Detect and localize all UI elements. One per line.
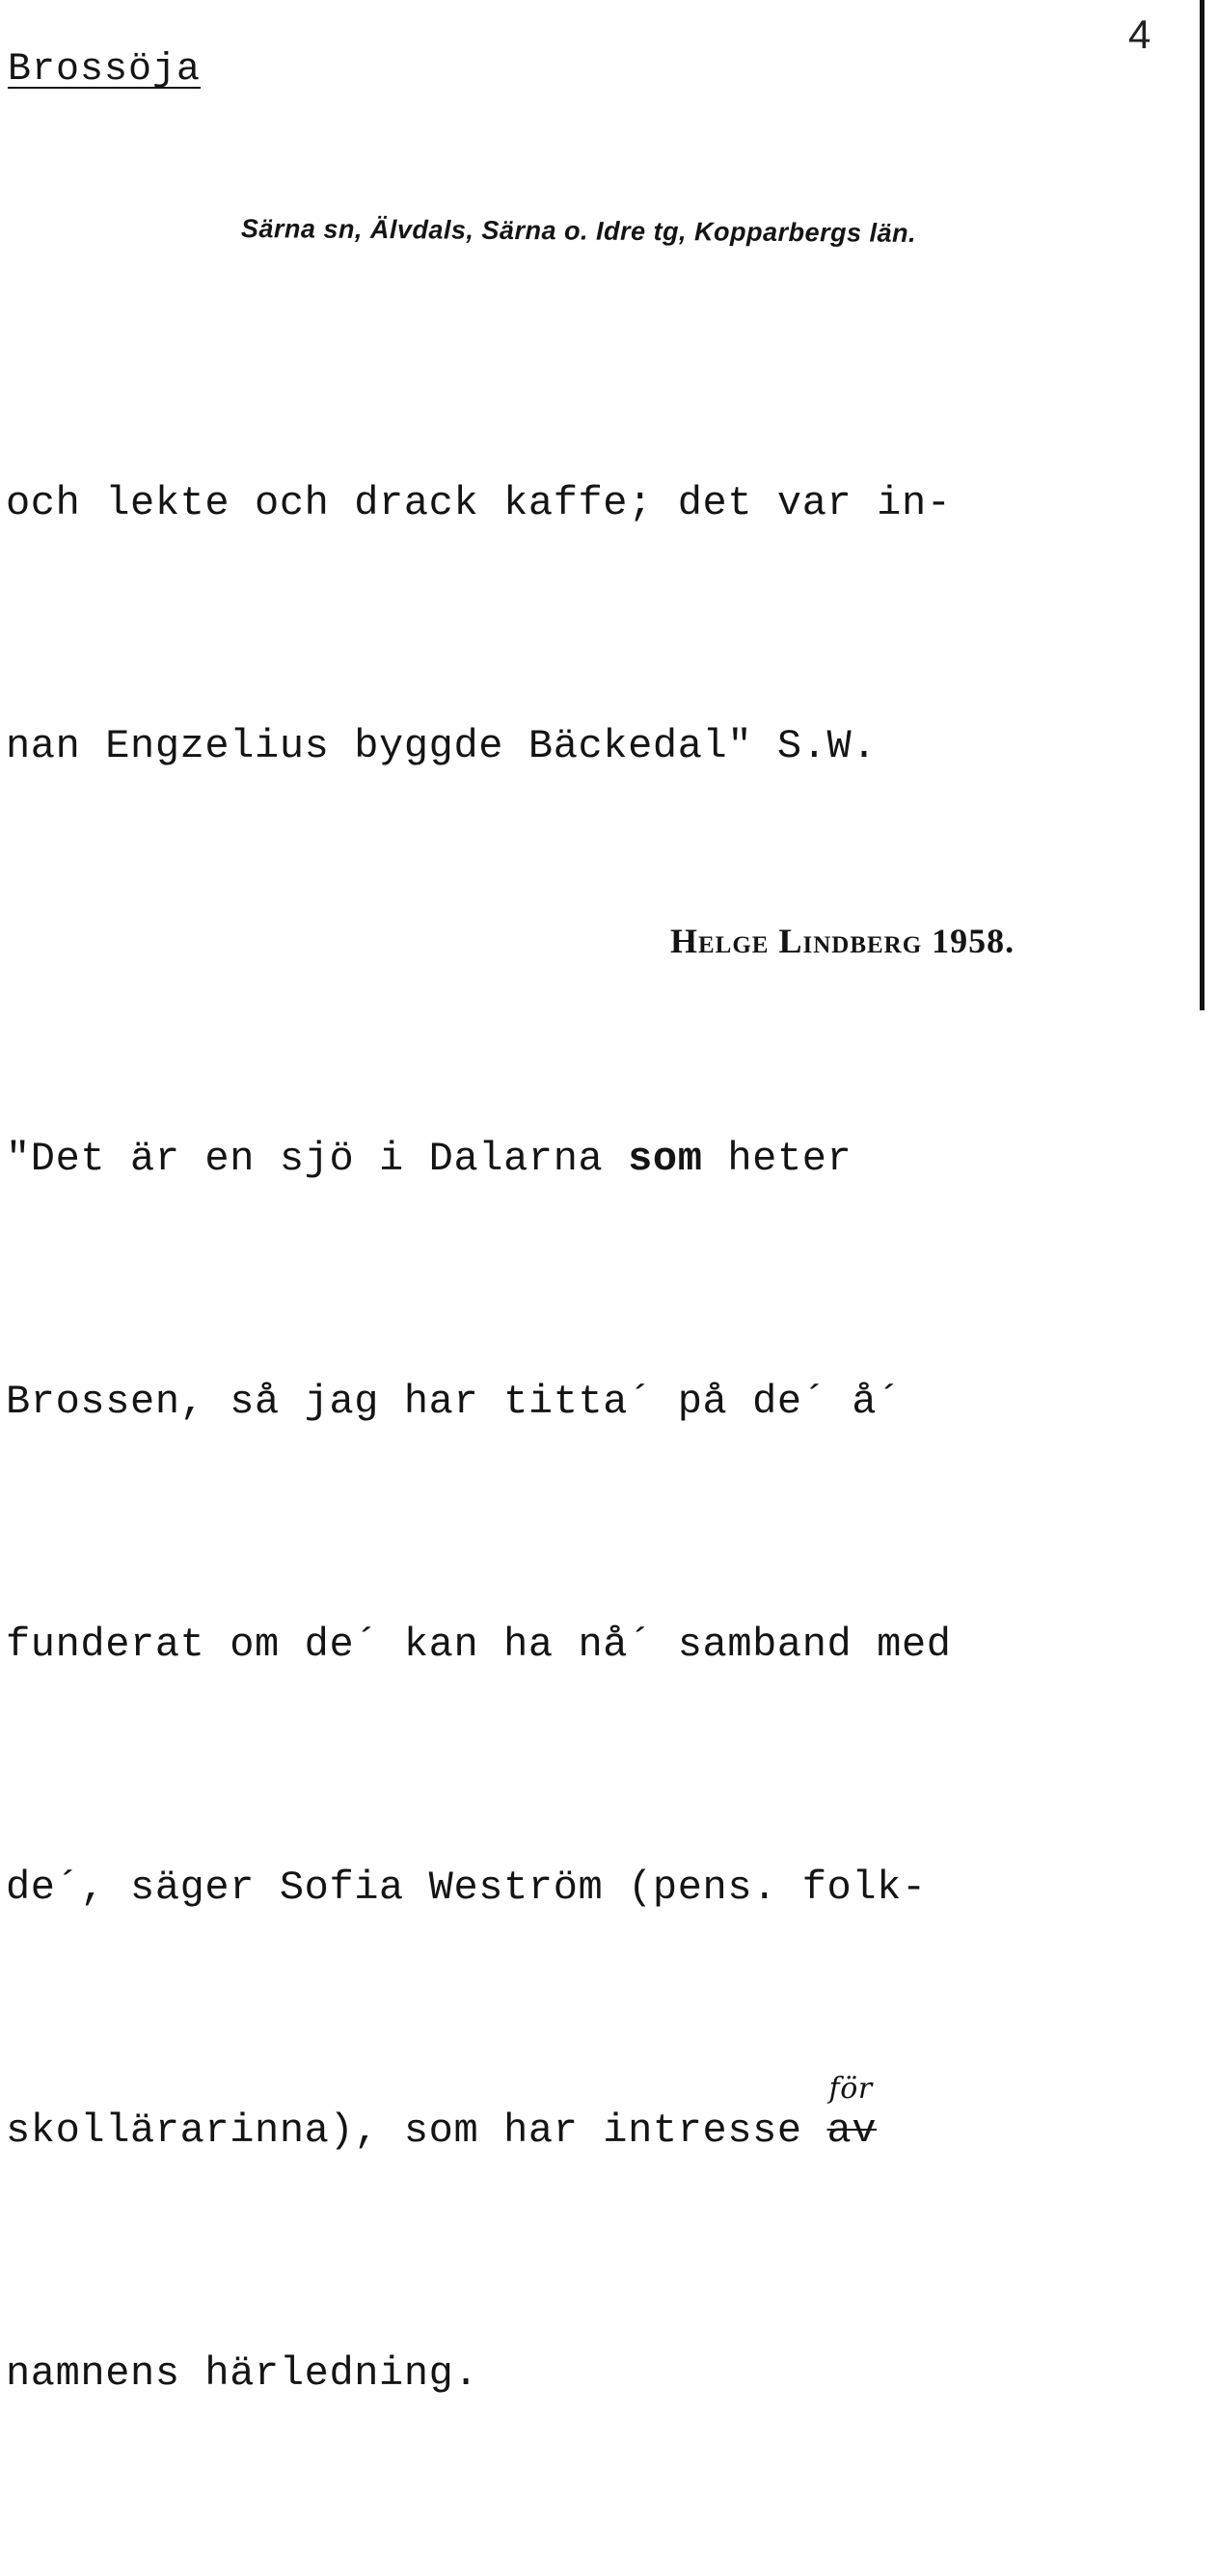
- text-segment: heter: [702, 1136, 853, 1182]
- text-line: [6, 1118, 952, 1199]
- text-line: Brossen, så jag har titta´ på de´ å´: [6, 1379, 902, 1425]
- bold-word: som: [628, 1136, 703, 1182]
- card-edge-line: [1200, 0, 1204, 1010]
- handwritten-correction: för: [828, 2072, 873, 2106]
- location-line: Särna sn, Älvdals, Särna o. Idre tg, Kopparbergs län.: [240, 214, 917, 248]
- card-title: Brossöja: [8, 48, 202, 92]
- text-line: namnens härledning.: [6, 2350, 479, 2397]
- body-text: [6, 301, 952, 2576]
- page-number: 4: [1128, 12, 1151, 57]
- text-line: funderat om de´ kan ha nå´ samband med: [6, 1622, 952, 1668]
- signature: Helge Lindberg 1958.: [670, 922, 1015, 960]
- text-line: de´, säger Sofia Weström (pens. folk-: [6, 1865, 927, 1911]
- text-line: [6, 2072, 952, 2171]
- text-segment: skollärarinna), som har intresse: [6, 2107, 827, 2154]
- text-line: och lekte och drack kaffe; det var in-: [6, 480, 952, 526]
- text-segment: "Det är en sjö i Dalarna: [6, 1136, 629, 1182]
- struck-word: [826, 2072, 878, 2154]
- text-line: nan Engzelius byggde Bäckedal" S.W.: [6, 723, 878, 769]
- struck-text: av: [826, 2107, 878, 2154]
